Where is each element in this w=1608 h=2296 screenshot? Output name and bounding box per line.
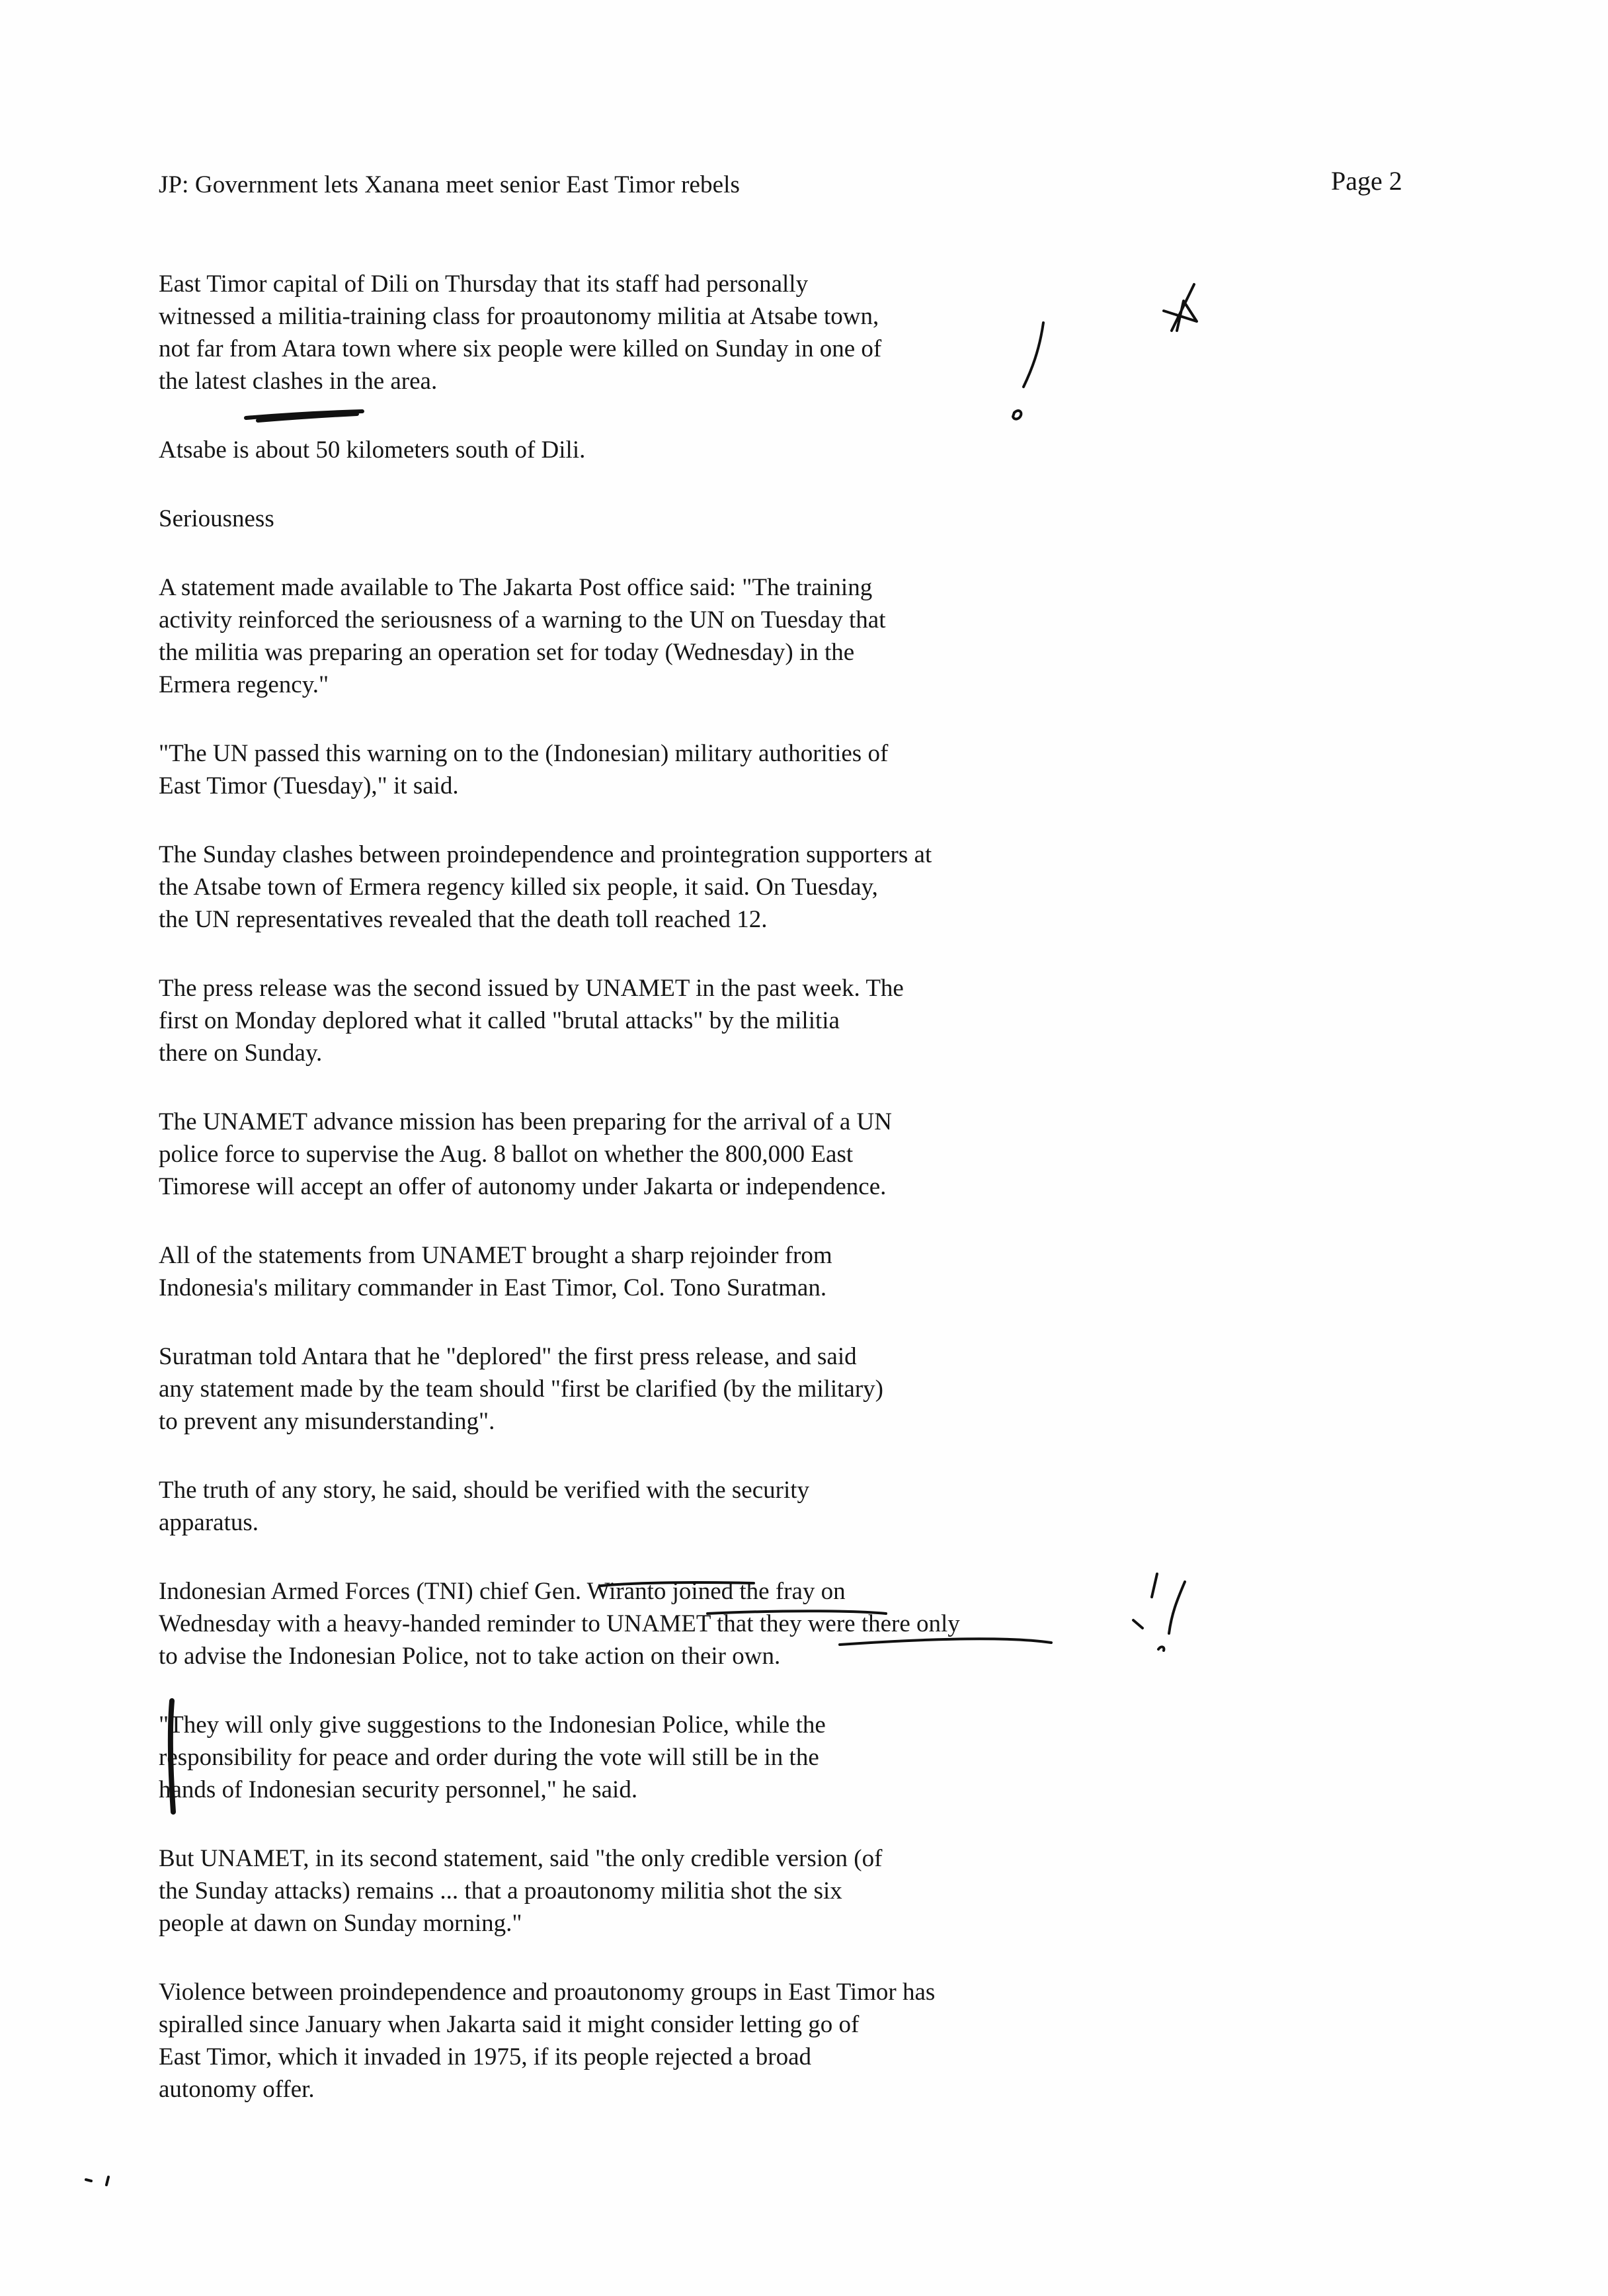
section-heading: Seriousness	[159, 505, 274, 532]
paragraph-3: A statement made available to The Jakarta Post office said: "The training activity reinforced the seriousness of a warning to the UN on Tuesday that the militia was preparing an operation set for today (Wednesday) in the Ermera regency."	[159, 574, 886, 698]
paragraph-6: The press release was the second issued by UNAMET in the past week. The first on Monday deplored what it called "brutal attacks" by the militia there on Sunday.	[159, 975, 904, 1067]
paragraph-11: Indonesian Armed Forces (TNI) chief Gen. Wiranto joined the fray on Wednesday with a heavy-handed reminder to UNAMET that they were there only to advise the Indonesian Police, not to take action on their own.	[159, 1578, 960, 1670]
paragraph-9: Suratman told Antara that he "deplored" the first press release, and said any statement made by the team should "first be clarified (by the military) to prevent any misunderstanding".	[159, 1343, 883, 1435]
paragraph-5: The Sunday clashes between proindependence and prointegration supporters at the Atsabe town of Ermera regency killed six people, it said. On Tuesday, the UN representatives revealed that the death toll reached 12.	[159, 841, 932, 933]
paragraph-12: "They will only give suggestions to the Indonesian Police, while the responsibility for peace and order during the vote will still be in the hands of Indonesian security personnel," he said.	[159, 1711, 826, 1803]
page-number: Page 2	[1331, 166, 1402, 196]
paragraph-10: The truth of any story, he said, should be verified with the security apparatus.	[159, 1477, 810, 1536]
star-mark	[1164, 284, 1197, 331]
paragraph-2: Atsabe is about 50 kilometers south of Dili.	[159, 436, 586, 464]
paragraph-13: But UNAMET, in its second statement, said "the only credible version (of the Sunday attacks) remains ... that a proautonomy militia shot the six people at dawn on Sunday morning."	[159, 1845, 883, 1937]
paragraph-8: All of the statements from UNAMET brought a sharp rejoinder from Indonesia's military commander in East Timor, Col. Tono Suratman.	[159, 1242, 832, 1301]
bottom-corner-mark	[86, 2177, 108, 2185]
article-body	[159, 268, 1084, 2106]
double-slash-mark	[1133, 1574, 1185, 1633]
paragraph-7: The UNAMET advance mission has been preparing for the arrival of a UN police force to supervise the Aug. 8 ballot on whether the 800,000 East Timorese will accept an offer of autonomy under Jakarta or independence.	[159, 1108, 892, 1200]
paragraph-4: "The UN passed this warning on to the (Indonesian) military authorities of East Timor (Tuesday)," it said.	[159, 740, 889, 800]
paragraph-1: East Timor capital of Dili on Thursday that its staff had personally witnessed a militia-training class for proautonomy militia at Atsabe town, not far from Atara town where six people were killed on Sunday in one of the latest clashes in the area.	[159, 270, 882, 395]
small-d-mark	[1158, 1647, 1164, 1651]
paragraph-14: Violence between proindependence and proautonomy groups in East Timor has spiralled since January when Jakarta said it might consider letting go of East Timor, which it invaded in 1975, if its people rejected a broad autonomy offer.	[159, 1979, 936, 2103]
running-header: JP: Government lets Xanana meet senior East Timor rebels	[159, 171, 741, 198]
